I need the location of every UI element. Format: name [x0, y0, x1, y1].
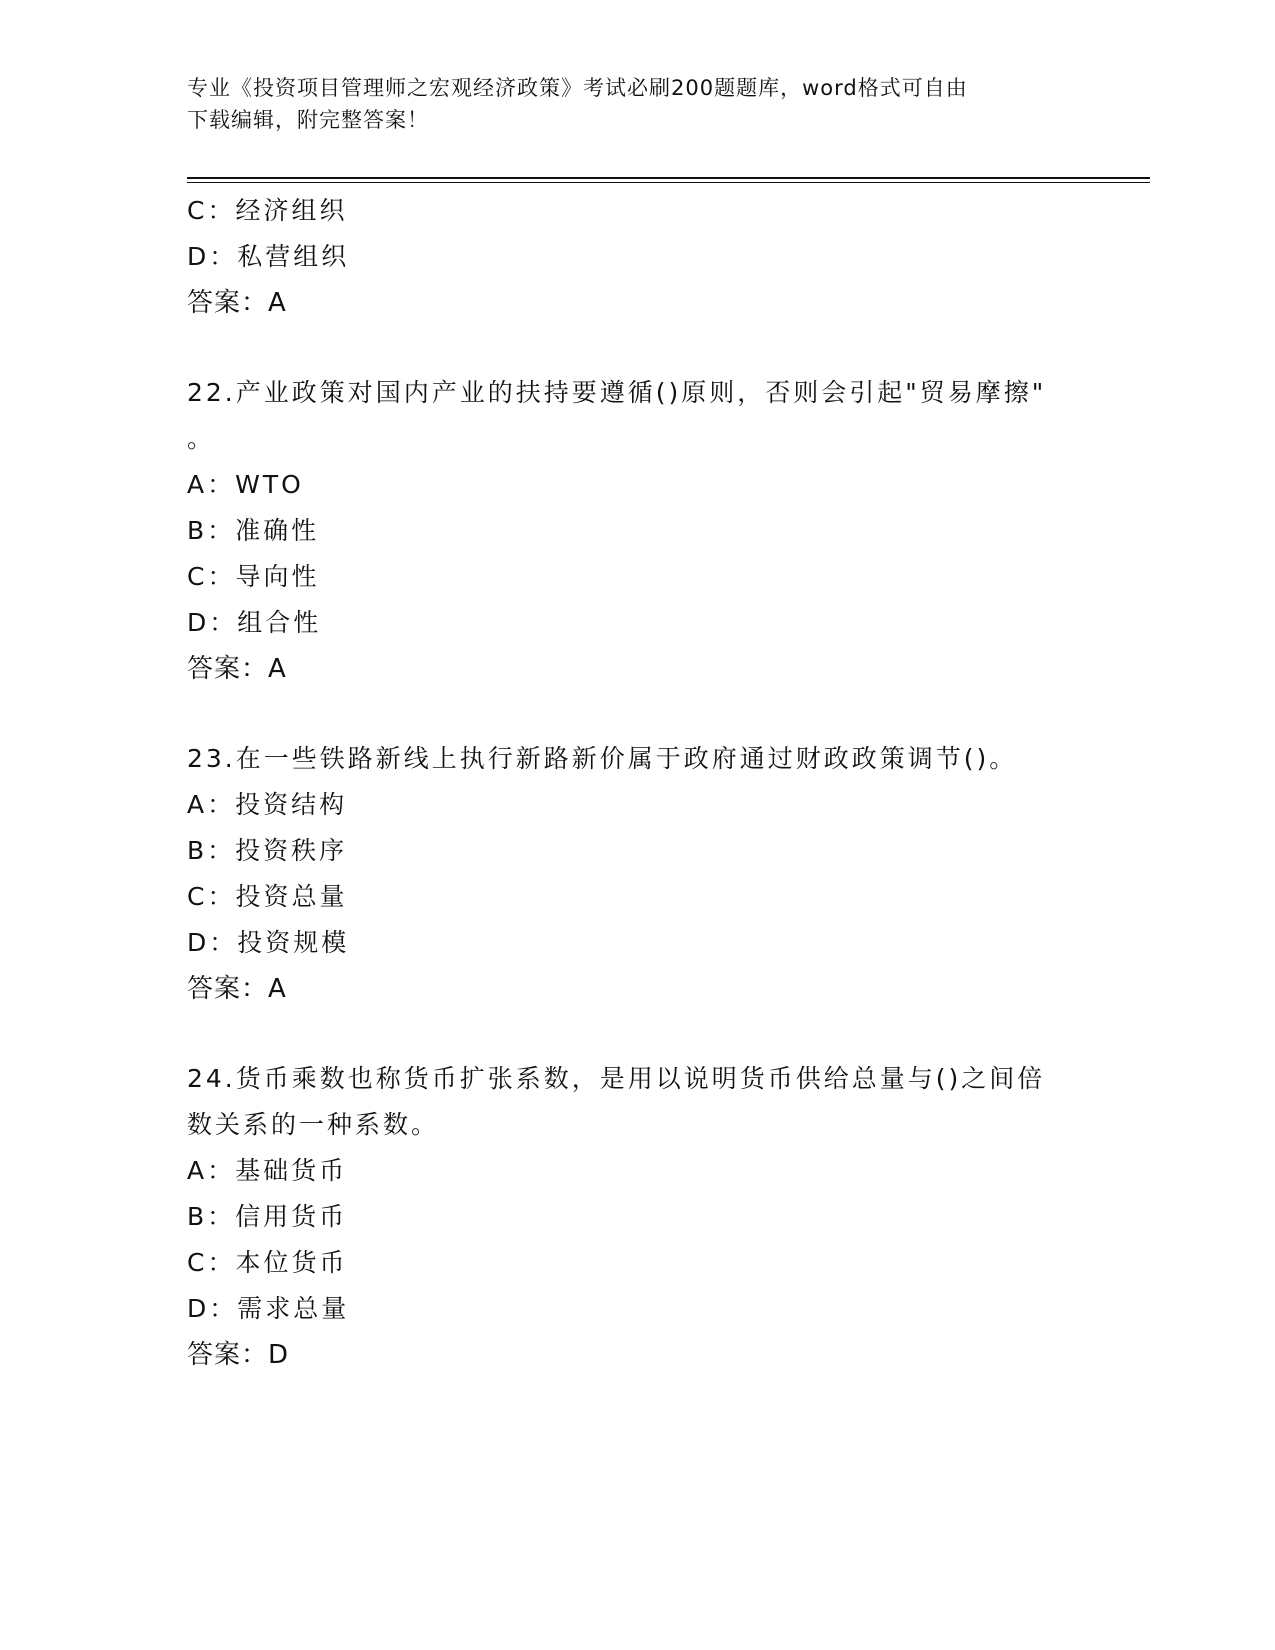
option-a: A：WTO [187, 470, 304, 499]
question-22 [187, 370, 1087, 692]
question-stem: 24.货币乘数也称货币扩张系数，是用以说明货币供给总量与()之间倍 [187, 1064, 1046, 1093]
option-c: C：投资总量 [187, 882, 348, 911]
option-d: D：私营组织 [187, 242, 350, 271]
option-d: D：组合性 [187, 608, 322, 637]
option-c: C：经济组织 [187, 196, 348, 225]
option-a: A：投资结构 [187, 790, 348, 819]
option-c: C：本位货币 [187, 1248, 348, 1277]
question-content [187, 188, 1087, 1378]
question-stem-continuation: 数关系的一种系数。 [187, 1110, 440, 1139]
answer-line: 答案：A [187, 974, 287, 1004]
option-b: B：投资秩序 [187, 836, 348, 865]
question-24 [187, 1056, 1087, 1378]
option-b: B：信用货币 [187, 1202, 348, 1231]
header-line-1: 专业《投资项目管理师之宏观经济政策》考试必刷200题题库，word格式可自由 [187, 76, 968, 100]
question-stem: 23.在一些铁路新线上执行新路新价属于政府通过财政政策调节()。 [187, 744, 1018, 773]
option-d: D：需求总量 [187, 1294, 350, 1323]
header-divider-thin [187, 182, 1150, 183]
answer-line: 答案：A [187, 288, 287, 318]
answer-line: 答案：A [187, 654, 287, 684]
option-a: A：基础货币 [187, 1156, 348, 1185]
previous-question-tail [187, 188, 1087, 326]
document-header [187, 72, 1087, 136]
question-stem: 22.产业政策对国内产业的扶持要遵循()原则，否则会引起"贸易摩擦" [187, 378, 1047, 407]
question-23 [187, 736, 1087, 1012]
option-d: D：投资规模 [187, 928, 350, 957]
question-stem-continuation: 。 [187, 424, 216, 453]
option-c: C：导向性 [187, 562, 320, 591]
answer-line: 答案：D [187, 1340, 290, 1370]
header-divider [187, 177, 1150, 179]
option-b: B：准确性 [187, 516, 320, 545]
header-line-2: 下载编辑，附完整答案！ [187, 108, 429, 132]
